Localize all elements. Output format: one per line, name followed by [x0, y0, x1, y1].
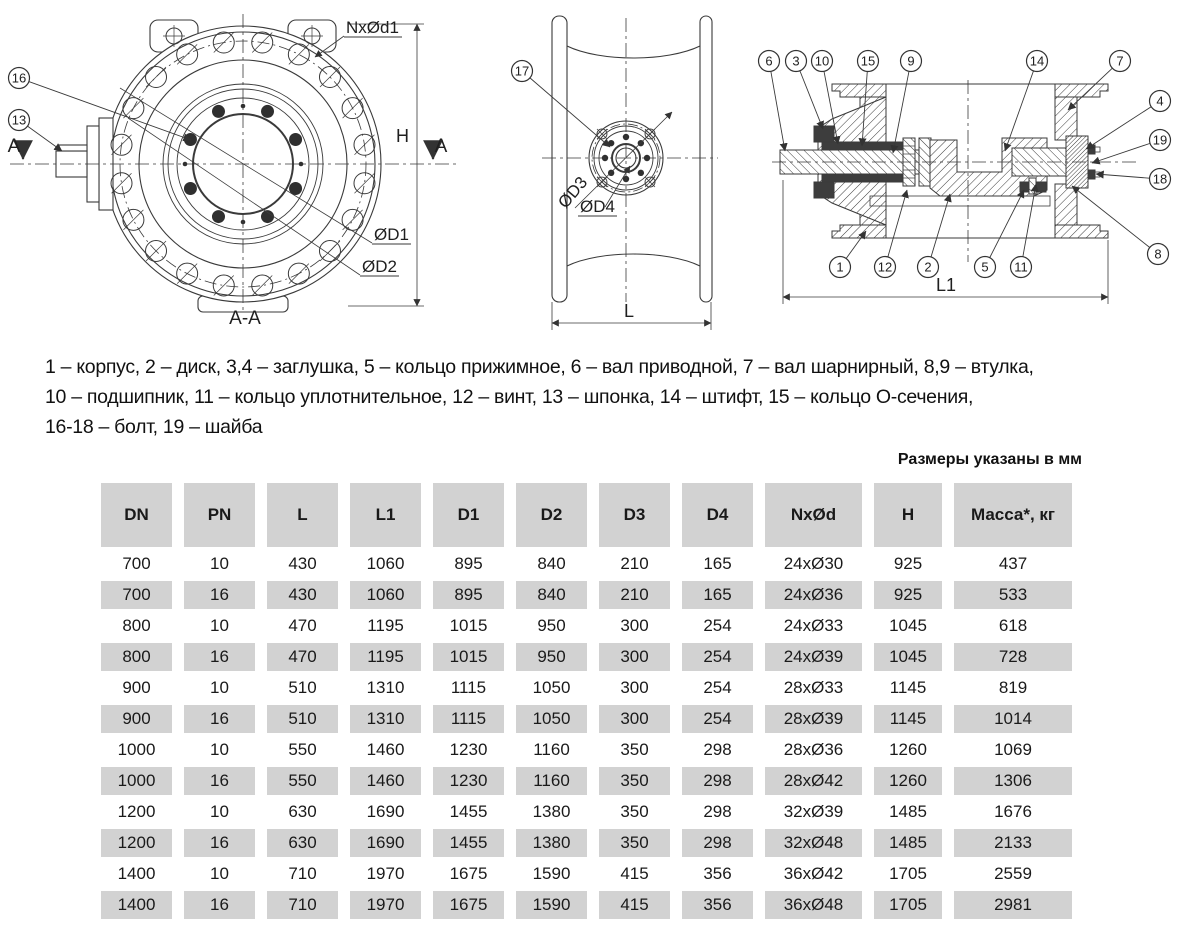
table-cell: 16	[184, 891, 255, 919]
column-header: PN	[184, 483, 255, 547]
table-cell: 1590	[516, 891, 587, 919]
label-section-a-left: A	[7, 136, 21, 157]
table-cell: 32xØ39	[765, 798, 862, 826]
svg-text:3: 3	[792, 53, 800, 69]
table-cell: 470	[267, 643, 338, 671]
label-bolt-pattern: NxØd1	[346, 18, 399, 37]
table-cell: 800	[101, 643, 172, 671]
table-cell: 210	[599, 581, 670, 609]
table-row	[101, 550, 1072, 578]
table-cell: 1260	[874, 736, 942, 764]
table-cell: 1015	[433, 612, 504, 640]
table-cell: 1115	[433, 705, 504, 733]
svg-text:19: 19	[1152, 132, 1168, 148]
column-header: D4	[682, 483, 753, 547]
table-cell: 1195	[350, 612, 421, 640]
table-cell: 1306	[954, 767, 1072, 795]
section-view	[772, 80, 1138, 304]
table-cell: 1050	[516, 705, 587, 733]
svg-text:1: 1	[836, 259, 844, 275]
table-cell: 895	[433, 550, 504, 578]
table-cell: 32xØ48	[765, 829, 862, 857]
table-cell: 1115	[433, 674, 504, 702]
dimensions-section	[89, 451, 1096, 922]
table-cell: 28xØ42	[765, 767, 862, 795]
column-header: L	[267, 483, 338, 547]
table-cell: 2133	[954, 829, 1072, 857]
parts-legend	[45, 352, 1185, 442]
column-header: H	[874, 483, 942, 547]
table-row	[101, 829, 1072, 857]
table-cell: 1160	[516, 767, 587, 795]
svg-text:14: 14	[1029, 53, 1045, 69]
table-cell: 900	[101, 674, 172, 702]
table-cell: 415	[599, 891, 670, 919]
table-cell: 300	[599, 705, 670, 733]
table-cell: 1260	[874, 767, 942, 795]
table-cell: 1000	[101, 736, 172, 764]
table-cell: 550	[267, 767, 338, 795]
table-cell: 900	[101, 705, 172, 733]
svg-text:10: 10	[814, 53, 830, 69]
table-cell: 437	[954, 550, 1072, 578]
table-cell: 350	[599, 829, 670, 857]
table-cell: 1690	[350, 798, 421, 826]
seat-ring	[870, 196, 1050, 206]
column-header: NxØd	[765, 483, 862, 547]
table-row	[101, 736, 1072, 764]
column-header: D2	[516, 483, 587, 547]
svg-text:8: 8	[1154, 246, 1162, 262]
table-row	[101, 798, 1072, 826]
svg-text:15: 15	[860, 53, 876, 69]
table-cell: 254	[682, 612, 753, 640]
table-cell: 1014	[954, 705, 1072, 733]
front-view	[8, 14, 456, 329]
table-cell: 1015	[433, 643, 504, 671]
table-cell: 1050	[516, 674, 587, 702]
units-note: Размеры указаны в мм	[897, 451, 1082, 468]
table-row	[101, 674, 1072, 702]
svg-text:13: 13	[11, 112, 27, 128]
table-cell: 1045	[874, 643, 942, 671]
callout-6	[759, 51, 786, 152]
table-cell: 28xØ36	[765, 736, 862, 764]
table-cell: 1690	[350, 829, 421, 857]
table-cell: 1705	[874, 860, 942, 888]
table-cell: 350	[599, 798, 670, 826]
table-cell: 630	[267, 829, 338, 857]
body-bottom-edge	[567, 254, 700, 266]
table-cell: 1145	[874, 674, 942, 702]
table-cell: 10	[184, 860, 255, 888]
table-cell: 1590	[516, 860, 587, 888]
label-d4: ØD4	[580, 197, 615, 216]
table-cell: 510	[267, 705, 338, 733]
table-cell: 356	[682, 860, 753, 888]
table-cell: 254	[682, 674, 753, 702]
table-cell: 165	[682, 581, 753, 609]
column-header: L1	[350, 483, 421, 547]
callout-11	[1011, 184, 1037, 278]
table-cell: 1676	[954, 798, 1072, 826]
svg-text:4: 4	[1156, 93, 1164, 109]
table-cell: 298	[682, 736, 753, 764]
legend-line: 16-18 – болт, 19 – шайба	[45, 416, 263, 438]
table-cell: 1060	[350, 581, 421, 609]
table-cell: 1000	[101, 767, 172, 795]
side-view	[542, 16, 718, 330]
table-cell: 700	[101, 581, 172, 609]
table-cell: 1310	[350, 674, 421, 702]
table-cell: 1200	[101, 798, 172, 826]
table-cell: 2559	[954, 860, 1072, 888]
table-cell: 16	[184, 581, 255, 609]
table-row	[101, 705, 1072, 733]
svg-text:11: 11	[1014, 259, 1028, 275]
callout-14	[1005, 51, 1048, 152]
table-cell: 1380	[516, 798, 587, 826]
table-cell: 1380	[516, 829, 587, 857]
label-d1: ØD1	[374, 225, 409, 244]
table-cell: 16	[184, 705, 255, 733]
column-header: DN	[101, 483, 172, 547]
callout-2	[918, 194, 951, 278]
table-cell: 430	[267, 550, 338, 578]
body-section	[832, 84, 886, 97]
legend-line: 1 – корпус, 2 – диск, 3,4 – заглушка, 5 – кольцо прижимное, 6 – вал приводной, 7 – вал шарнирный, 8,9 – втулка,	[45, 356, 1034, 378]
table-cell: 300	[599, 643, 670, 671]
table-cell: 950	[516, 643, 587, 671]
table-cell: 210	[599, 550, 670, 578]
table-cell: 16	[184, 643, 255, 671]
table-row	[101, 581, 1072, 609]
table-header-row	[101, 483, 1072, 547]
table-row	[101, 860, 1072, 888]
table-cell: 925	[874, 550, 942, 578]
table-cell: 1195	[350, 643, 421, 671]
table-cell: 1970	[350, 891, 421, 919]
table-cell: 350	[599, 767, 670, 795]
flange-right	[700, 16, 712, 302]
table-cell: 1069	[954, 736, 1072, 764]
svg-text:9: 9	[907, 53, 915, 69]
table-cell: 2981	[954, 891, 1072, 919]
table-row	[101, 891, 1072, 919]
table-cell: 300	[599, 612, 670, 640]
table-cell: 1460	[350, 767, 421, 795]
table-cell: 10	[184, 674, 255, 702]
label-d2: ØD2	[362, 257, 397, 276]
label-l: L	[623, 301, 635, 321]
svg-text:5: 5	[981, 259, 989, 275]
table-cell: 1455	[433, 798, 504, 826]
table-cell: 630	[267, 798, 338, 826]
label-h: H	[396, 126, 409, 146]
table-cell: 700	[101, 550, 172, 578]
dimensions-table	[89, 480, 1084, 922]
table-cell: 415	[599, 860, 670, 888]
column-header: D1	[433, 483, 504, 547]
table-cell: 710	[267, 891, 338, 919]
table-cell: 1160	[516, 736, 587, 764]
table-cell: 1230	[433, 736, 504, 764]
table-cell: 165	[682, 550, 753, 578]
table-cell: 800	[101, 612, 172, 640]
table-cell: 728	[954, 643, 1072, 671]
table-row	[101, 643, 1072, 671]
shaft-key	[59, 145, 87, 151]
table-cell: 1400	[101, 860, 172, 888]
table-cell: 1675	[433, 860, 504, 888]
table-cell: 1060	[350, 550, 421, 578]
table-cell: 1970	[350, 860, 421, 888]
bearing-bottom	[822, 174, 902, 182]
table-cell: 356	[682, 891, 753, 919]
table-cell: 1200	[101, 829, 172, 857]
table-cell: 550	[267, 736, 338, 764]
table-cell: 1400	[101, 891, 172, 919]
table-cell: 1310	[350, 705, 421, 733]
table-cell: 925	[874, 581, 942, 609]
table-cell: 24xØ30	[765, 550, 862, 578]
table-cell: 950	[516, 612, 587, 640]
legend-line: 10 – подшипник, 11 – кольцо уплотнительное, 12 – винт, 13 – шпонка, 14 – штифт, 15 – кольцо О-сечения,	[45, 386, 974, 408]
table-cell: 510	[267, 674, 338, 702]
column-header: Масса*, кг	[954, 483, 1072, 547]
table-row	[101, 767, 1072, 795]
svg-text:12: 12	[877, 259, 893, 275]
table-row	[101, 612, 1072, 640]
callout-19	[1092, 130, 1171, 164]
label-section-a-right: A	[434, 136, 448, 157]
table-cell: 10	[184, 612, 255, 640]
table-cell: 254	[682, 705, 753, 733]
table-cell: 430	[267, 581, 338, 609]
table-cell: 24xØ36	[765, 581, 862, 609]
table-cell: 840	[516, 550, 587, 578]
callout-7	[1068, 51, 1131, 111]
table-cell: 254	[682, 643, 753, 671]
table-cell: 1485	[874, 798, 942, 826]
column-header: D3	[599, 483, 670, 547]
table-cell: 298	[682, 767, 753, 795]
table-cell: 895	[433, 581, 504, 609]
table-cell: 298	[682, 798, 753, 826]
svg-text:17: 17	[514, 63, 530, 79]
label-section-aa: A-A	[229, 308, 261, 329]
table-cell: 1705	[874, 891, 942, 919]
table-cell: 1485	[874, 829, 942, 857]
label-l1: L1	[935, 275, 957, 295]
table-cell: 28xØ39	[765, 705, 862, 733]
table-cell: 24xØ33	[765, 612, 862, 640]
svg-text:7: 7	[1116, 53, 1124, 69]
plug-left	[814, 126, 834, 142]
table-cell: 1145	[874, 705, 942, 733]
table-cell: 16	[184, 767, 255, 795]
flange-left	[552, 16, 567, 302]
table-cell: 1230	[433, 767, 504, 795]
svg-text:16: 16	[11, 70, 27, 86]
table-cell: 710	[267, 860, 338, 888]
body-top-edge	[567, 46, 700, 58]
technical-drawing	[0, 0, 1200, 345]
table-cell: 350	[599, 736, 670, 764]
table-cell: 36xØ48	[765, 891, 862, 919]
table-cell: 300	[599, 674, 670, 702]
table-cell: 618	[954, 612, 1072, 640]
table-cell: 36xØ42	[765, 860, 862, 888]
table-cell: 24xØ39	[765, 643, 862, 671]
callout-18	[1096, 169, 1171, 190]
table-cell: 16	[184, 829, 255, 857]
table-cell: 840	[516, 581, 587, 609]
table-cell: 1460	[350, 736, 421, 764]
table-cell: 470	[267, 612, 338, 640]
table-cell: 10	[184, 736, 255, 764]
table-cell: 1675	[433, 891, 504, 919]
table-cell: 10	[184, 550, 255, 578]
svg-text:18: 18	[1152, 171, 1168, 187]
table-cell: 1455	[433, 829, 504, 857]
table-cell: 1045	[874, 612, 942, 640]
table-cell: 10	[184, 798, 255, 826]
label-d3: ØD3	[554, 172, 592, 212]
svg-text:6: 6	[765, 53, 773, 69]
table-cell: 28xØ33	[765, 674, 862, 702]
table-cell: 819	[954, 674, 1072, 702]
table-cell: 298	[682, 829, 753, 857]
svg-text:2: 2	[924, 259, 932, 275]
table-cell: 533	[954, 581, 1072, 609]
